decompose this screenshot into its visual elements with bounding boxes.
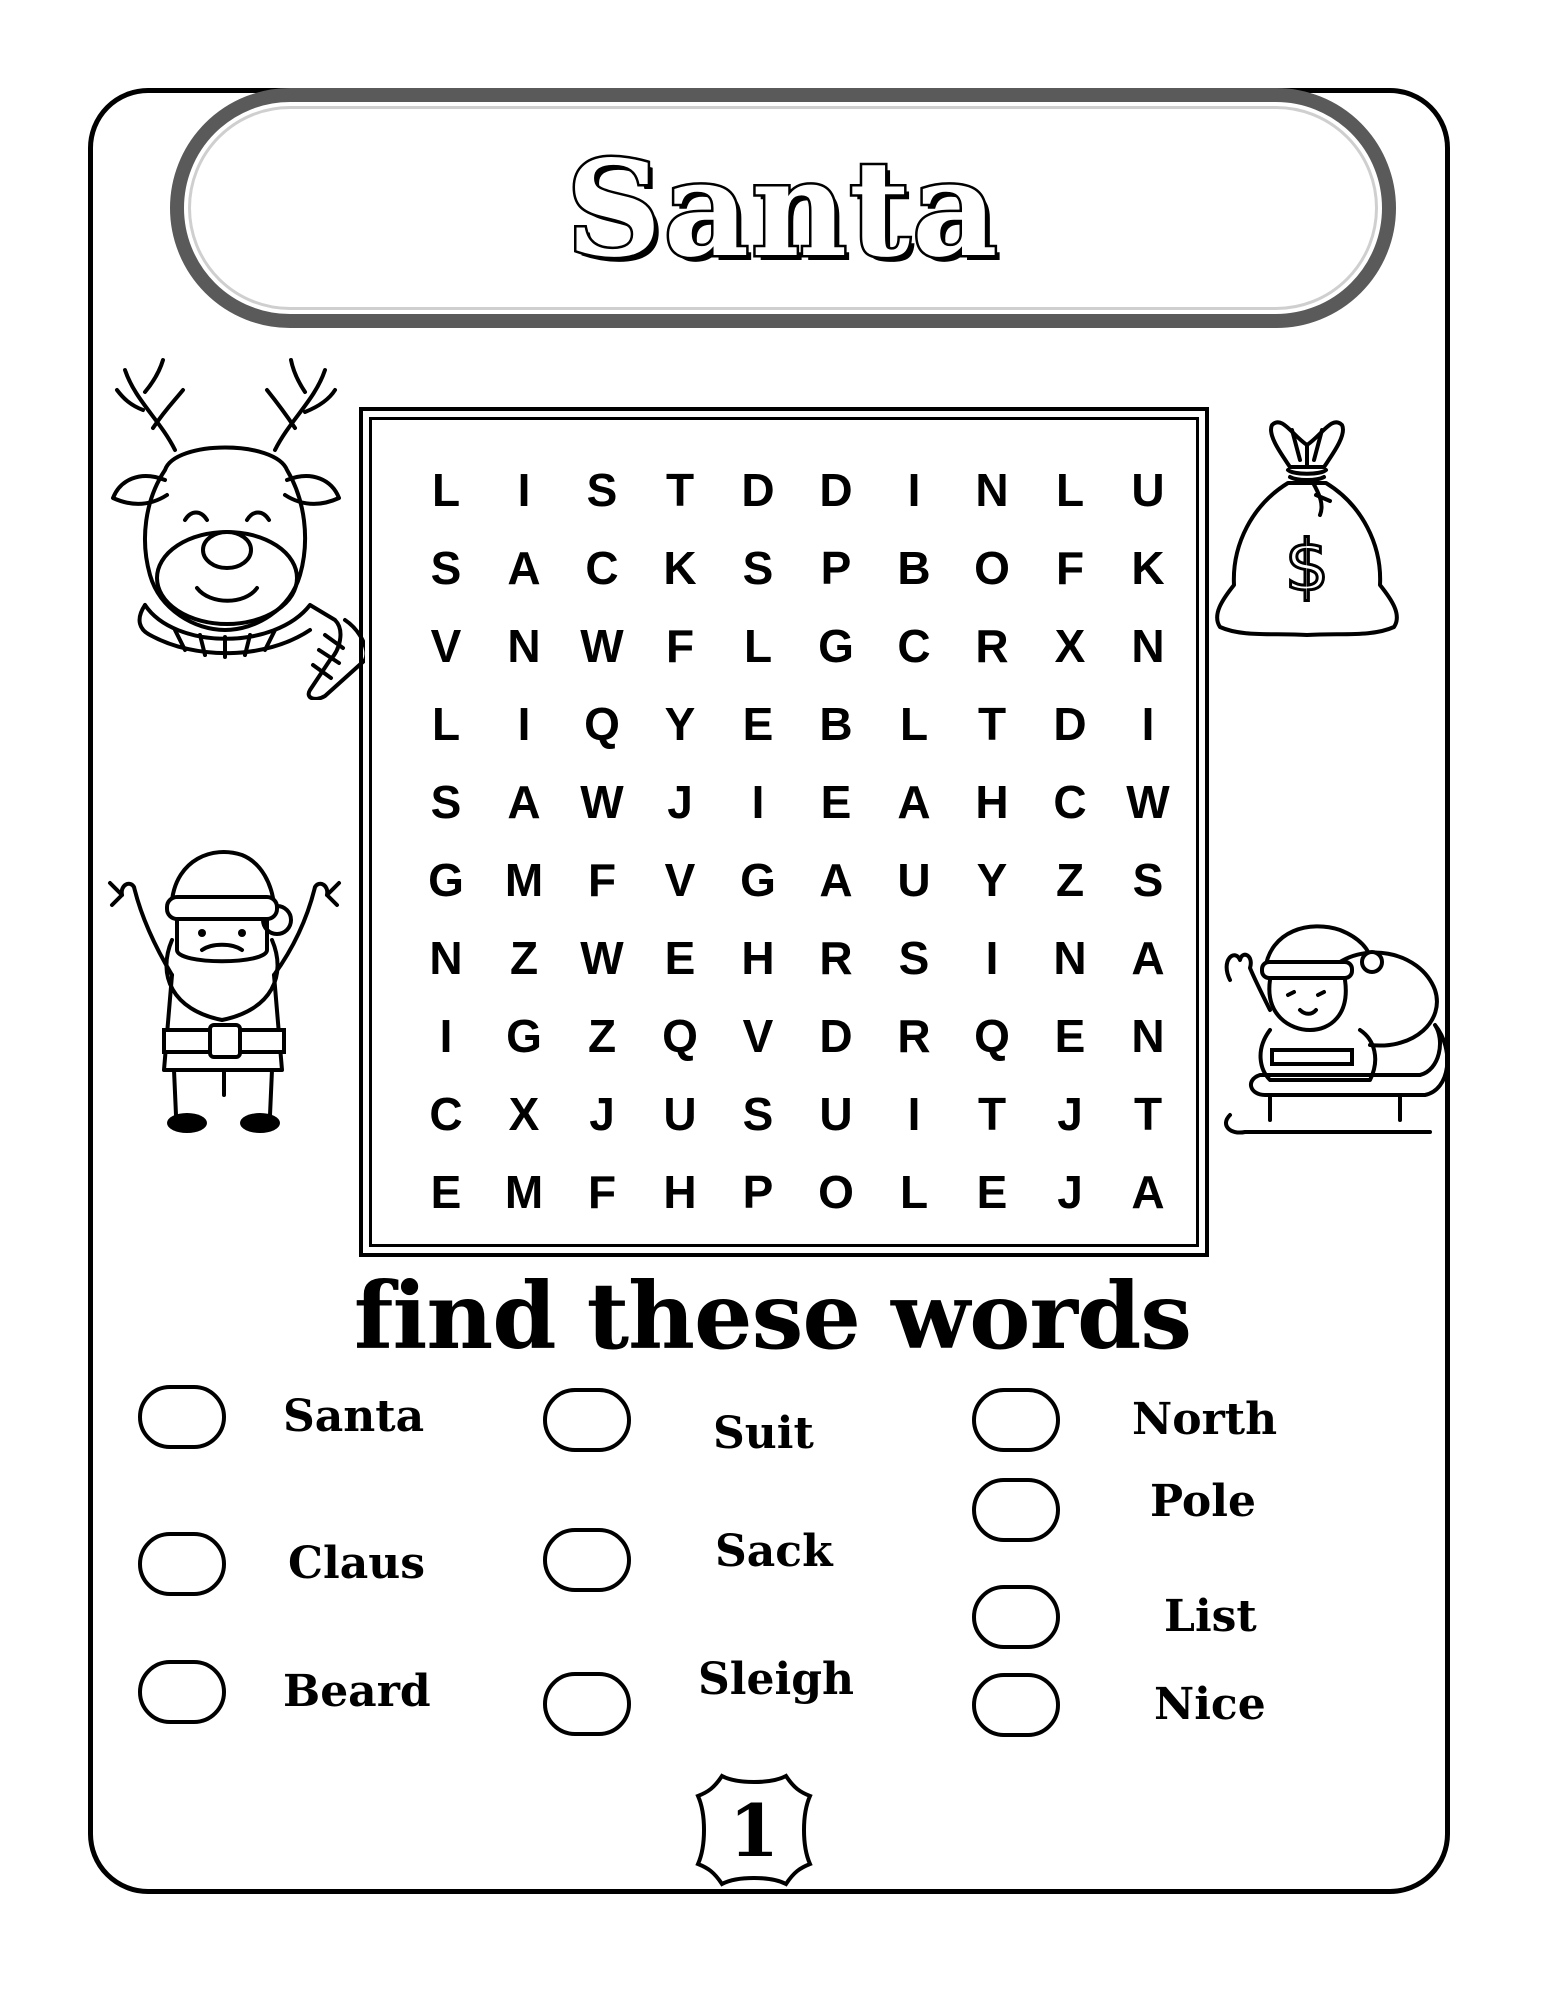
grid-cell[interactable]: I xyxy=(907,464,921,516)
grid-cell[interactable]: Y xyxy=(976,854,1008,906)
grid-cell[interactable]: C xyxy=(429,1088,463,1140)
word-checkbox[interactable] xyxy=(138,1532,226,1596)
grid-cell[interactable]: Q xyxy=(974,1010,1010,1062)
grid-cell[interactable]: T xyxy=(977,698,1007,750)
grid-cell[interactable]: F xyxy=(587,854,617,906)
grid-cell[interactable]: I xyxy=(751,776,765,828)
grid-cell[interactable]: A xyxy=(507,776,541,828)
grid-cell[interactable]: V xyxy=(742,1010,774,1062)
grid-cell[interactable]: H xyxy=(741,932,775,984)
word-item-nice xyxy=(972,1673,1332,1743)
grid-cell[interactable]: C xyxy=(1053,776,1087,828)
grid-cell[interactable]: L xyxy=(1055,464,1085,516)
word-item-claus xyxy=(138,1532,478,1602)
santa-icon xyxy=(102,825,347,1145)
word-item-beard xyxy=(138,1660,478,1730)
grid-cell[interactable]: Z xyxy=(587,1010,617,1062)
grid-cell[interactable]: H xyxy=(663,1166,697,1218)
grid-cell[interactable]: F xyxy=(587,1166,617,1218)
santa-sleigh-icon xyxy=(1210,900,1450,1140)
grid-cell[interactable]: P xyxy=(742,1166,774,1218)
grid-cell[interactable]: D xyxy=(741,464,775,516)
grid-cell[interactable]: Q xyxy=(584,698,620,750)
grid-cell[interactable]: H xyxy=(975,776,1009,828)
grid-cell[interactable]: A xyxy=(819,854,853,906)
grid-cell[interactable]: G xyxy=(740,854,776,906)
grid-cell[interactable]: D xyxy=(819,1010,853,1062)
grid-cell[interactable]: N xyxy=(429,932,463,984)
word-label: Sleigh xyxy=(698,1654,854,1705)
word-checkbox[interactable] xyxy=(972,1673,1060,1737)
word-checkbox[interactable] xyxy=(543,1672,631,1736)
grid-cell[interactable]: W xyxy=(1126,776,1170,828)
grid-cell[interactable]: F xyxy=(1055,542,1085,594)
grid-cell[interactable]: Q xyxy=(662,1010,698,1062)
grid-cell[interactable]: G xyxy=(818,620,854,672)
grid-cell[interactable]: E xyxy=(976,1166,1008,1218)
grid-cell[interactable]: J xyxy=(589,1088,615,1140)
grid-cell[interactable]: E xyxy=(1054,1010,1086,1062)
word-item-suit xyxy=(543,1388,883,1458)
word-checkbox[interactable] xyxy=(138,1385,226,1449)
word-label: List xyxy=(1164,1591,1257,1642)
word-label: Santa xyxy=(283,1391,425,1442)
page-number: 1 xyxy=(728,1788,780,1873)
grid-cell[interactable]: L xyxy=(899,698,929,750)
grid-cell[interactable]: E xyxy=(430,1166,462,1218)
grid-cell[interactable]: M xyxy=(504,1166,544,1218)
word-item-north xyxy=(972,1388,1332,1458)
grid-cell[interactable]: O xyxy=(818,1166,854,1218)
grid-cell[interactable]: E xyxy=(664,932,696,984)
grid-cell[interactable]: D xyxy=(1053,698,1087,750)
grid-cell[interactable]: J xyxy=(1057,1088,1083,1140)
grid-cell[interactable]: N xyxy=(975,464,1009,516)
word-checkbox[interactable] xyxy=(543,1528,631,1592)
grid-cell[interactable]: N xyxy=(1053,932,1087,984)
grid-cell[interactable]: S xyxy=(586,464,618,516)
page-title: Santa xyxy=(566,132,1000,287)
word-label: Nice xyxy=(1154,1679,1266,1730)
money-bag-icon xyxy=(1212,415,1402,665)
grid-cell[interactable]: Z xyxy=(509,932,539,984)
word-label: Beard xyxy=(283,1666,431,1717)
grid-cell[interactable]: A xyxy=(897,776,931,828)
grid-cell[interactable]: I xyxy=(1141,698,1155,750)
grid-cell[interactable]: I xyxy=(517,698,531,750)
grid-cell[interactable]: S xyxy=(1132,854,1164,906)
word-label: Pole xyxy=(1150,1476,1256,1527)
word-label: Claus xyxy=(288,1538,426,1589)
grid-cell[interactable]: U xyxy=(897,854,931,906)
grid-cell[interactable]: T xyxy=(665,464,695,516)
grid-cell[interactable]: I xyxy=(439,1010,453,1062)
grid-cell[interactable]: W xyxy=(580,932,624,984)
grid-cell[interactable]: F xyxy=(665,620,695,672)
grid-cell[interactable]: R xyxy=(975,620,1009,672)
grid-cell[interactable]: A xyxy=(1131,1166,1165,1218)
reindeer-icon xyxy=(105,330,365,700)
grid-cell[interactable]: E xyxy=(742,698,774,750)
grid-cell[interactable]: T xyxy=(977,1088,1007,1140)
grid-cell[interactable]: Z xyxy=(1055,854,1085,906)
word-item-pole xyxy=(972,1478,1332,1548)
grid-cell[interactable]: Y xyxy=(664,698,696,750)
grid-cell[interactable]: C xyxy=(585,542,619,594)
grid-cell[interactable]: C xyxy=(897,620,931,672)
grid-cell[interactable]: U xyxy=(1131,464,1165,516)
grid-cell[interactable]: J xyxy=(667,776,693,828)
grid-cell[interactable]: V xyxy=(664,854,696,906)
grid-cell[interactable]: L xyxy=(899,1166,929,1218)
word-label: Suit xyxy=(713,1408,814,1459)
grid-cell[interactable]: L xyxy=(743,620,773,672)
grid-cell[interactable]: I xyxy=(985,932,999,984)
grid-cell[interactable]: K xyxy=(663,542,697,594)
grid-cell[interactable]: A xyxy=(1131,932,1165,984)
grid-cell[interactable]: G xyxy=(428,854,464,906)
grid-cell[interactable]: W xyxy=(580,620,624,672)
grid-cell[interactable]: K xyxy=(1131,542,1165,594)
word-checkbox[interactable] xyxy=(972,1388,1060,1452)
word-search-grid xyxy=(359,407,1209,1257)
grid-cell[interactable]: L xyxy=(431,698,461,750)
grid-cell[interactable]: S xyxy=(430,776,462,828)
word-label: Sack xyxy=(715,1526,833,1577)
dollar-icon: $ xyxy=(1284,525,1330,607)
grid-cell[interactable]: D xyxy=(819,464,853,516)
word-checkbox[interactable] xyxy=(543,1388,631,1452)
grid-cell[interactable]: R xyxy=(897,1010,931,1062)
word-checkbox[interactable] xyxy=(138,1660,226,1724)
grid-cell[interactable]: S xyxy=(742,542,774,594)
grid-cell[interactable]: E xyxy=(820,776,852,828)
grid-cell[interactable]: N xyxy=(1131,620,1165,672)
grid-cell[interactable]: B xyxy=(819,698,853,750)
grid-cell[interactable]: N xyxy=(1131,1010,1165,1062)
grid-cell[interactable]: T xyxy=(1133,1088,1163,1140)
grid-cell[interactable]: S xyxy=(898,932,930,984)
grid-cell[interactable]: S xyxy=(742,1088,774,1140)
grid-cell[interactable]: G xyxy=(506,1010,542,1062)
word-item-sack xyxy=(543,1528,883,1598)
grid-cell[interactable]: U xyxy=(819,1088,853,1140)
page-number-badge xyxy=(692,1770,816,1890)
grid-cell[interactable]: L xyxy=(431,464,461,516)
grid-cell[interactable]: S xyxy=(430,542,462,594)
grid-cell[interactable]: X xyxy=(508,1088,540,1140)
word-item-santa xyxy=(138,1385,478,1455)
word-label: North xyxy=(1132,1394,1278,1445)
grid-cell[interactable]: I xyxy=(907,1088,921,1140)
word-checkbox[interactable] xyxy=(972,1478,1060,1542)
word-checkbox[interactable] xyxy=(972,1585,1060,1649)
grid-cell[interactable]: M xyxy=(504,854,544,906)
word-item-list xyxy=(972,1585,1332,1655)
grid-cell[interactable]: N xyxy=(507,620,541,672)
grid-cell[interactable]: U xyxy=(663,1088,697,1140)
grid-cell[interactable]: W xyxy=(580,776,624,828)
word-item-sleigh xyxy=(543,1654,883,1742)
grid-cell[interactable]: A xyxy=(507,542,541,594)
grid-cell[interactable]: R xyxy=(819,932,853,984)
grid-cell[interactable]: X xyxy=(1054,620,1086,672)
title-banner xyxy=(170,88,1396,328)
grid-cell[interactable]: O xyxy=(974,542,1010,594)
grid-cell[interactable]: J xyxy=(1057,1166,1083,1218)
grid-cell[interactable]: I xyxy=(517,464,531,516)
grid-cell[interactable]: B xyxy=(897,542,931,594)
find-words-heading: find these words xyxy=(353,1262,1192,1370)
grid-cell[interactable]: P xyxy=(820,542,852,594)
grid-cell[interactable]: V xyxy=(430,620,462,672)
